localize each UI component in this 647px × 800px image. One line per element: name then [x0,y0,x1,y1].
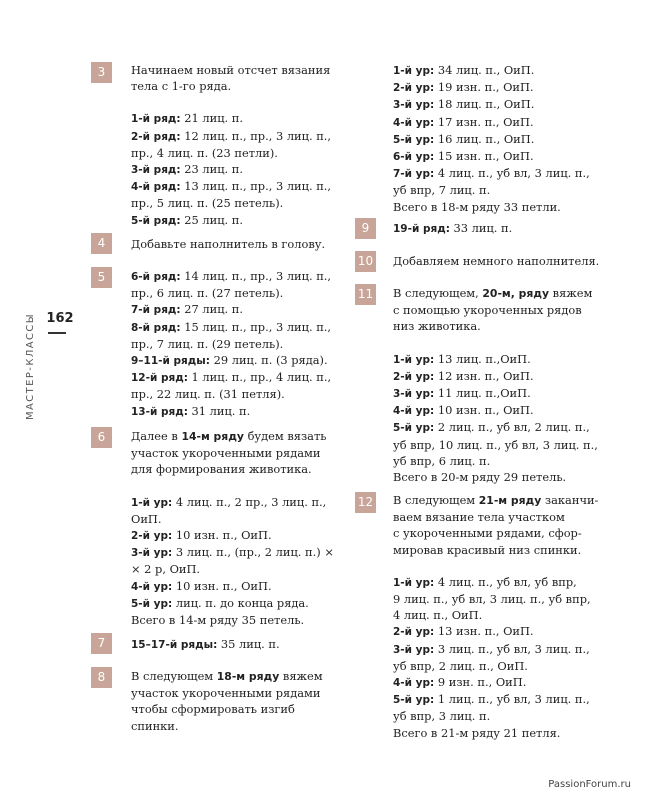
instruction-row [131,128,361,145]
row-text: 1 лиц. п., уб вл, 3 лиц. п., [434,692,590,707]
instruction-row [131,161,361,178]
row-label: 2-й ряд: [131,130,181,143]
row-text: Всего в 14-м ряду 35 петель. [131,613,305,628]
row-label: 4-й ур: [393,116,435,129]
instruction-row [131,301,361,318]
step-4-badge: 4 [91,233,112,254]
instruction-row [393,368,623,385]
step-12-badge: 12 [355,492,376,513]
instruction-row [131,386,361,402]
row-text: 17 изн. п., ОиП. [434,114,534,129]
instruction-row [393,62,623,79]
row-label: 4-й ур: [393,677,435,690]
row-text: 9 изн. п., ОиП. [434,675,527,690]
step-11-text [393,285,623,485]
row-label: 3-й ур: [393,99,435,112]
step-12-text [393,492,623,741]
step-7-badge: 7 [91,633,112,654]
page-number: 162 [46,311,74,326]
instruction-row [131,110,361,127]
row-label: 13-й ряд: [131,405,188,418]
step-12-intro-line: с укороченными рядами, сфор- [393,526,582,541]
row-label: 1-й ур: [393,353,435,366]
row-text: лиц. п. до конца ряда. [172,595,309,610]
row-label: 3-й ряд: [131,164,181,177]
step-6-badge: 6 [91,427,112,448]
step-3-intro-line: тела с 1-го ряда. [131,79,232,94]
instruction-row [393,402,623,419]
step-5-badge: 5 [91,267,112,288]
step-5-rows [131,268,361,420]
step-8-continued [393,62,623,215]
row-label: 7-й ряд: [131,304,181,317]
step-8-rows [393,62,623,215]
row-text: уб впр, 3 лиц. п. [393,709,491,724]
row-label: 7-й ур: [393,168,435,181]
row-text: 13 изн. п., ОиП. [434,624,534,639]
row-text: × 2 р, ОиП. [131,562,201,577]
step-7-line: 15–17-й ряды: 35 лиц. п. [131,637,280,651]
instruction-row [393,385,623,402]
step-6-text [131,428,361,628]
instruction-row [393,623,623,640]
row-text: 10 изн. п., ОиП. [172,578,272,593]
row-text: 4 лиц. п., 2 пр., 3 лиц. п., [172,494,327,509]
row-text: Всего в 21-м ряду 21 петля. [393,725,561,740]
instruction-row [393,419,623,436]
instruction-row [131,285,361,301]
row-label: 8-й ряд: [131,321,181,334]
row-label: 1-й ур: [393,65,435,77]
row-label: 6-й ряд: [131,271,181,283]
row-text: ОиП. [131,511,162,526]
step-3-rows [131,110,361,228]
instruction-row [393,351,623,368]
step-7-text [131,636,361,653]
instruction-row [131,178,361,195]
step-3-badge: 3 [91,62,112,83]
instruction-row [393,607,623,623]
step-12-rows [393,574,623,741]
instruction-row [131,578,361,595]
instruction-row [393,131,623,148]
row-text: Всего в 18-м ряду 33 петли. [393,199,561,214]
row-text: 1 лиц. п., пр., 4 лиц. п., [187,370,332,385]
row-text: 29 лиц. п. (3 ряда). [209,353,328,368]
step-11-intro-line: низ животика. [393,319,481,334]
step-8-intro-line: чтобы сформировать изгиб [131,702,295,717]
row-text: уб впр, 2 лиц. п., ОиП. [393,658,528,673]
step-10-badge: 10 [355,251,376,272]
instruction-row [393,165,623,182]
step-11-intro-line: В следующем, 20-м, ряду вяжем [393,286,593,300]
row-text: 15 лиц. п., пр., 3 лиц. п., [180,319,332,334]
step-9-badge: 9 [355,218,376,239]
instruction-row [393,691,623,708]
step-6-intro-line: для формирования животика. [131,462,312,477]
instruction-row [131,268,361,285]
instruction-row [131,369,361,386]
watermark: PassionForum.ru [548,779,631,790]
row-label: 5-й ур: [393,133,435,146]
row-text: 18 лиц. п., ОиП. [434,97,535,112]
step-3-intro-line: Начинаем новый отсчет вязания [131,63,331,77]
step-8-intro-line: участок укороченными рядами [131,686,321,701]
step-4-line: Добавьте наполнитель в голову. [131,237,326,251]
row-text: 4 лиц. п., уб вл, уб впр, [434,574,577,589]
row-text: 4 лиц. п., уб вл, 3 лиц. п., [434,166,590,181]
row-text: 10 изн. п., ОиП. [434,403,534,418]
row-label: 1-й ур: [393,576,435,589]
step-8-intro [131,668,361,734]
step-9-text [393,220,623,237]
row-text: пр., 22 лиц. п. (31 петля). [131,387,285,402]
step-6-intro-line: Далее в 14-м ряду будем вязать [131,429,327,443]
instruction-row [131,403,361,420]
row-label: 5-й ур: [131,597,173,610]
row-text: уб впр, 7 лиц. п. [393,183,491,198]
instruction-row [393,658,623,674]
row-text: 15 изн. п., ОиП. [434,149,534,164]
instruction-row [393,199,623,215]
instruction-row [131,319,361,336]
step-8-intro-line: спинки. [131,718,179,733]
step-12-intro-line: ваем вязание тела участком [393,510,565,525]
row-label: 5-й ряд: [131,214,181,227]
row-label: 2-й ур: [393,370,435,383]
row-text: 10 изн. п., ОиП. [172,528,272,543]
instruction-row [393,96,623,113]
instruction-row [131,511,361,527]
row-label: 2-й ур: [131,530,173,543]
instruction-row [131,494,361,511]
row-text: 4 лиц. п., ОиП. [393,608,483,623]
row-text: 16 лиц. п., ОиП. [434,131,535,146]
step-12-intro-line: В следующем 21-м ряду заканчи- [393,493,599,507]
instruction-row [131,595,361,612]
row-label: 1-й ур: [131,496,173,509]
step-11-badge: 11 [355,284,376,305]
row-text: 3 лиц. п., (пр., 2 лиц. п.) × [172,545,334,560]
row-text: пр., 5 лиц. п. (25 петель). [131,196,284,211]
instruction-row [131,195,361,211]
instruction-row [131,612,361,628]
row-text: 31 лиц. п. [187,403,251,418]
step-6-intro-line: участок укороченными рядами [131,446,321,461]
row-label: 4-й ур: [131,580,173,593]
row-label: 5-й ур: [393,694,435,707]
step-5-text [131,268,361,420]
row-text: 9 лиц. п., уб вл, 3 лиц. п., уб впр, [393,592,591,607]
instruction-row [131,212,361,229]
row-text: Всего в 20-м ряду 29 петель. [393,470,567,485]
step-3-text [131,62,361,229]
instruction-row [393,469,623,485]
row-label: 3-й ур: [393,388,435,401]
page-number-divider [48,332,66,334]
row-label: 2-й ур: [393,626,435,639]
section-label: МАСТЕР-КЛАССЫ [25,313,36,420]
instruction-row [131,145,361,161]
step-11-intro-line: с помощью укороченных рядов [393,303,582,318]
row-text: 14 лиц. п., пр., 3 лиц. п., [180,269,332,283]
step-12-intro-line: мировав красивый низ спинки. [393,542,582,557]
step-6-rows [131,494,361,629]
instruction-row [393,674,623,691]
row-text: пр., 4 лиц. п. (23 петли). [131,145,278,160]
step-10-text [393,253,623,269]
row-label: 9–11-й ряды: [131,355,210,368]
step-11-rows [393,351,623,486]
step-8-badge: 8 [91,667,112,688]
row-text: 3 лиц. п., уб вл, 3 лиц. п., [434,641,590,656]
instruction-row [393,725,623,741]
row-label: 4-й ряд: [131,181,181,194]
row-text: 12 лиц. п., пр., 3 лиц. п., [180,128,332,143]
row-label: 1-й ряд: [131,113,181,126]
instruction-row [131,352,361,369]
row-text: 25 лиц. п. [180,212,243,227]
step-8-intro-line: В следующем 18-м ряду вяжем [131,669,323,683]
instruction-row [393,574,623,591]
row-label: 12-й ряд: [131,372,188,385]
row-text: 13 лиц. п., пр., 3 лиц. п., [180,179,332,194]
row-text: уб впр, 10 лиц. п., уб вл, 3 лиц. п., [393,437,598,452]
instruction-row [131,336,361,352]
instruction-row [393,114,623,131]
row-text: 21 лиц. п. [180,111,243,126]
row-text: пр., 6 лиц. п. (27 петель). [131,286,284,301]
row-text: 34 лиц. п., ОиП. [434,63,535,77]
row-text: 11 лиц. п.,ОиП. [434,386,531,401]
instruction-row [393,79,623,96]
instruction-row [393,148,623,165]
instruction-row [131,544,361,561]
row-text: 19 изн. п., ОиП. [434,80,534,95]
instruction-row [393,182,623,198]
row-text: 23 лиц. п. [180,162,243,177]
row-text: 12 изн. п., ОиП. [434,368,534,383]
instruction-row [393,453,623,469]
row-label: 3-й ур: [131,547,173,560]
row-label: 4-й ур: [393,405,435,418]
row-text: 2 лиц. п., уб вл, 2 лиц. п., [434,420,590,435]
row-label: 6-й ур: [393,151,435,164]
step-10-line: Добавляем немного наполнителя. [393,254,600,268]
row-label: 2-й ур: [393,82,435,95]
row-text: 27 лиц. п. [180,302,243,317]
instruction-row [393,641,623,658]
instruction-row [393,708,623,724]
step-4-text [131,236,361,252]
row-text: 13 лиц. п.,ОиП. [434,351,531,366]
row-label: 5-й ур: [393,422,435,435]
step-9-line: 19-й ряд: 33 лиц. п. [393,221,513,235]
instruction-row [131,527,361,544]
row-text: уб впр, 6 лиц. п. [393,453,491,468]
instruction-row [131,561,361,577]
instruction-row [393,591,623,607]
row-text: пр., 7 лиц. п. (29 петель). [131,336,284,351]
row-label: 3-й ур: [393,643,435,656]
instruction-row [393,437,623,453]
